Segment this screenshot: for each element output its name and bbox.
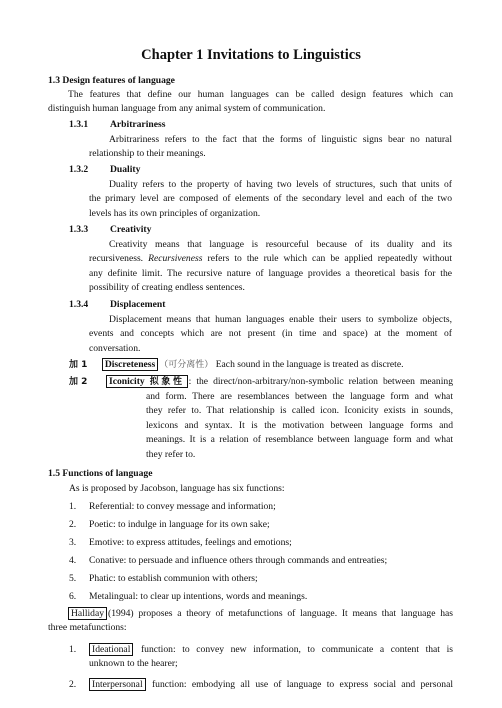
subsection-heading-1-3-3 xyxy=(69,223,152,237)
subsection-number: 1.3.4 xyxy=(69,299,89,310)
addendum-2-first-line xyxy=(106,375,453,389)
text-line: relationship to their meanings. xyxy=(89,148,206,160)
text-line: Creativity means that language is resourceful because of its duality and its xyxy=(109,239,452,250)
list-item xyxy=(69,590,307,604)
list-item xyxy=(69,500,276,514)
text-segment: recursiveness. xyxy=(89,253,149,265)
text-line xyxy=(89,252,452,266)
subsection-1-3-3-body xyxy=(89,238,452,296)
iconicity-term xyxy=(106,375,188,388)
subsection-1-3-1-body xyxy=(89,133,452,162)
discreteness-term-cn: （可分离性） xyxy=(159,360,214,370)
subsection-heading-1-3-2 xyxy=(69,163,141,177)
list-text: Poetic: to indulge in language for its own sake; xyxy=(89,519,270,530)
halliday-paragraph xyxy=(48,607,453,636)
subsection-heading-1-3-4 xyxy=(69,298,166,312)
text-line: events and concepts which are not present (in time and space) at the moment of xyxy=(89,328,452,340)
subsection-title: Duality xyxy=(110,164,141,175)
list-number: 3. xyxy=(69,537,77,548)
section-heading-1-5: 1.5 Functions of language xyxy=(48,468,153,479)
metafunction-item xyxy=(89,678,453,692)
list-item xyxy=(69,572,258,586)
text-line: possibility of creating endless sentences. xyxy=(89,282,245,294)
text-line xyxy=(89,643,453,657)
page-title: Chapter 1 Invitations to Linguistics xyxy=(141,47,361,63)
text-line xyxy=(89,678,453,692)
text-segment: function: to convey new information, to communicate a content that is xyxy=(134,644,453,655)
text-line: Arbitrariness refers to the fact that the forms of linguistic signs bear no natural xyxy=(109,134,452,145)
addendum-label: 加 2 xyxy=(69,377,88,387)
discreteness-term: Discreteness xyxy=(102,358,158,371)
text-segment: (1994) proposes a theory of metafunctions of language. It means that language has xyxy=(108,608,453,619)
subsection-heading-1-3-1 xyxy=(69,118,166,132)
text-line: they refer to. That relationship is called icon. Iconicity exists in sounds, xyxy=(146,405,453,417)
interpersonal-term: Interpersonal xyxy=(89,678,146,691)
text-line: any definite limit. The recursive nature of language provides a theoretical basis for the xyxy=(89,267,452,279)
subsection-title: Creativity xyxy=(110,224,152,235)
addendum-text: Each sound in the language is treated as discrete. xyxy=(215,359,404,370)
list-text: Phatic: to establish communion with others; xyxy=(89,573,258,584)
text-line: Displacement means that human languages enable their users to symbolize objects, xyxy=(109,314,452,325)
text-line xyxy=(48,607,453,621)
iconicity-term-en: Iconicity xyxy=(109,376,145,387)
list-number: 5. xyxy=(69,573,77,584)
section-heading-1-3: 1.3 Design features of language xyxy=(48,75,175,86)
addendum-1 xyxy=(69,358,404,372)
text-line xyxy=(106,375,453,389)
section-1-5-intro: As is proposed by Jacobson, language has six functions: xyxy=(69,483,285,494)
text-segment: refers to the rule which can be applied repeatedly without xyxy=(202,253,452,265)
list-number: 2. xyxy=(69,519,77,530)
list-item xyxy=(69,554,387,568)
list-text: Referential: to convey message and information; xyxy=(89,501,276,512)
text-line: meanings. It is a relation of resemblance between language form and what xyxy=(146,434,453,446)
text-line: The features that define our human languages can be called design features which can xyxy=(68,89,453,100)
subsection-title: Displacement xyxy=(110,299,166,310)
subsection-number: 1.3.1 xyxy=(69,119,89,130)
text-line: they refer to. xyxy=(146,448,196,460)
metafunction-item xyxy=(89,643,453,672)
subsection-title: Arbitrariness xyxy=(110,119,166,130)
subsection-number: 1.3.2 xyxy=(69,164,89,175)
text-line: conversation. xyxy=(89,342,141,354)
list-text: Emotive: to express attitudes, feelings and emotions; xyxy=(89,537,292,548)
addendum-2-label-row xyxy=(69,375,87,389)
list-item xyxy=(69,518,270,532)
text-line: three metafunctions: xyxy=(48,622,127,634)
meta-number: 1. xyxy=(69,644,77,655)
text-line: unknown to the hearer; xyxy=(89,658,178,670)
section-1-3-intro xyxy=(48,88,453,117)
text-line: and form. There are resemblances between the language form and what xyxy=(146,391,453,402)
addendum-2-body xyxy=(146,390,453,462)
text-line: lexicons and syntax. It is the motivation between language forms and xyxy=(146,419,453,431)
subsection-1-3-4-body xyxy=(89,313,452,356)
list-number: 6. xyxy=(69,591,77,602)
ideational-term: Ideational xyxy=(89,643,133,656)
text-line: Duality refers to the property of having two levels of structures, such that units of xyxy=(109,179,452,190)
iconicity-term-cn: 拟象性 xyxy=(149,377,185,387)
list-number: 4. xyxy=(69,555,77,566)
text-line: distinguish human language from any animal system of communication. xyxy=(48,103,326,115)
halliday-term: Halliday xyxy=(68,607,107,620)
subsection-1-3-2-body xyxy=(89,178,452,221)
list-text: Conative: to persuade and influence others through commands and entreaties; xyxy=(89,555,388,566)
text-segment: : the direct/non-arbitrary/non-symbolic relation between meaning xyxy=(188,376,453,387)
text-segment: function: embodying all use of language to express social and personal xyxy=(146,679,453,690)
list-item xyxy=(69,536,292,550)
list-number: 1. xyxy=(69,501,77,512)
subsection-number: 1.3.3 xyxy=(69,224,89,235)
addendum-label: 加 1 xyxy=(69,360,88,370)
recursiveness-term: Recursiveness xyxy=(148,253,203,265)
text-line: the primary level are composed of elements of the secondary level and each of the two xyxy=(89,193,452,205)
text-line: levels has its own principles of organization. xyxy=(89,207,261,219)
list-text: Metalingual: to clear up intentions, words and meanings. xyxy=(89,591,308,602)
meta-number: 2. xyxy=(69,679,77,690)
